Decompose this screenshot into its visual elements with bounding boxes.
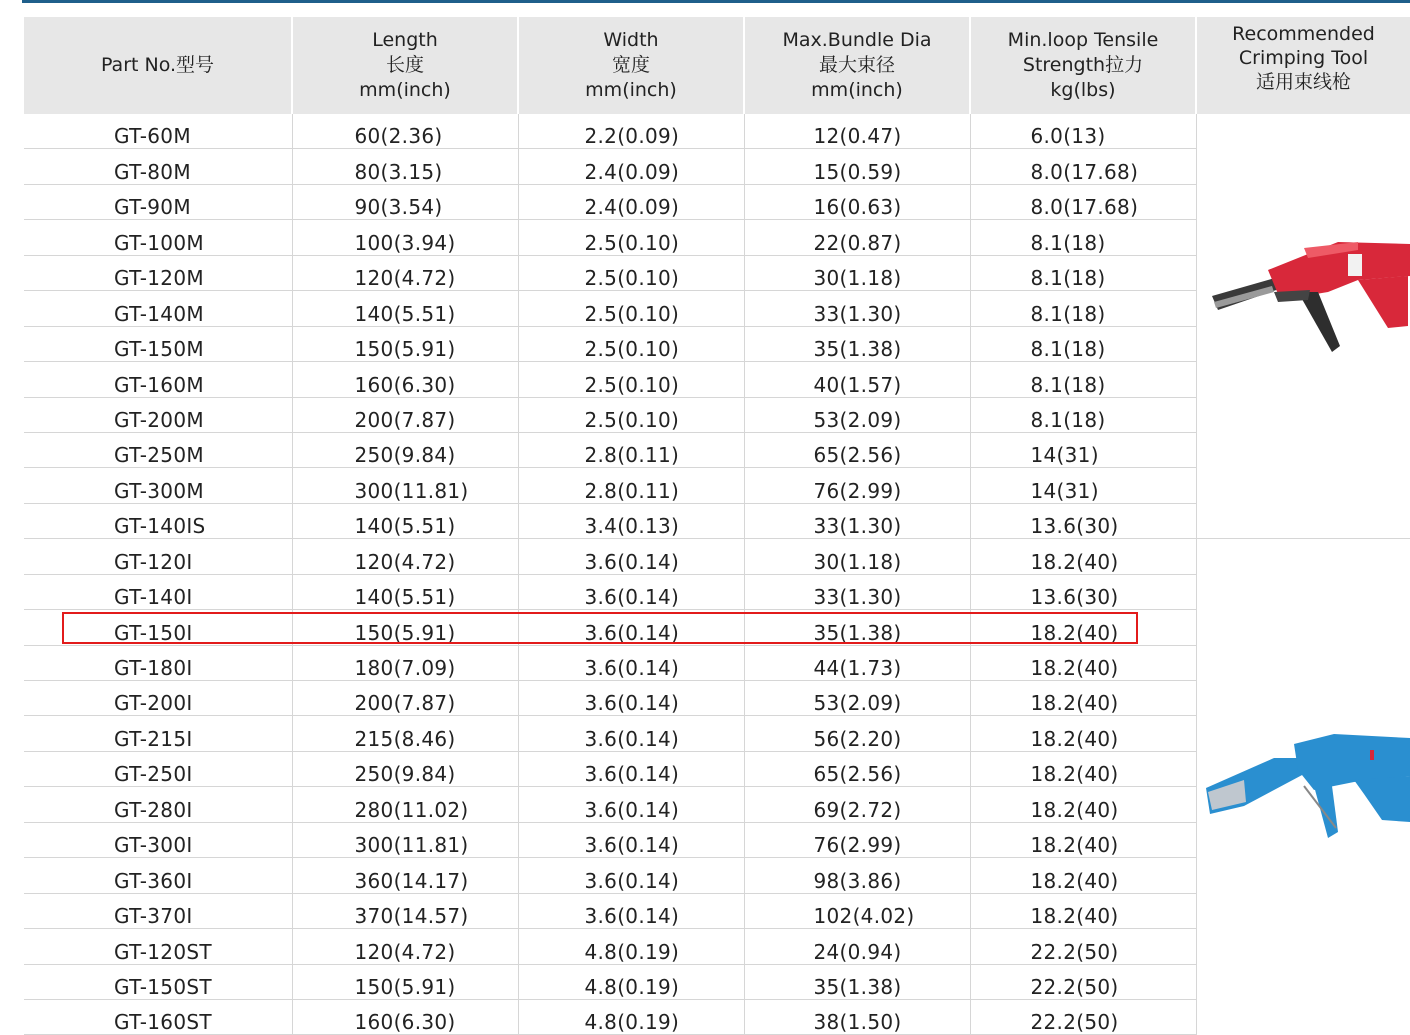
width-cell: 3.6(0.14) [518, 751, 744, 786]
bundle-dia-cell: 65(2.56) [744, 432, 970, 467]
part-no-cell: GT-140M [24, 291, 292, 326]
width-cell: 2.5(0.10) [518, 220, 744, 255]
length-cell: 90(3.54) [292, 184, 518, 219]
red-crimping-tool-image [1208, 236, 1410, 358]
bundle-dia-cell: 35(1.38) [744, 326, 970, 361]
blue-crimping-tool-image [1204, 730, 1410, 842]
part-no-cell: GT-180I [24, 645, 292, 680]
bundle-dia-cell: 30(1.18) [744, 539, 970, 574]
part-no-cell: GT-60M [24, 114, 292, 149]
header-row [24, 17, 1410, 114]
table-row [24, 539, 1410, 574]
part-no-cell: GT-300I [24, 822, 292, 857]
length-cell: 300(11.81) [292, 822, 518, 857]
part-no-cell: GT-120M [24, 255, 292, 290]
part-no-cell: GT-160M [24, 362, 292, 397]
length-cell: 120(4.72) [292, 255, 518, 290]
part-no-cell: GT-150ST [24, 964, 292, 999]
length-cell: 80(3.15) [292, 149, 518, 184]
bundle-dia-cell: 102(4.02) [744, 893, 970, 928]
tensile-cell: 8.1(18) [970, 397, 1196, 432]
length-cell: 150(5.91) [292, 326, 518, 361]
length-cell: 280(11.02) [292, 787, 518, 822]
part-no-cell: GT-140I [24, 574, 292, 609]
part-no-cell: GT-250M [24, 432, 292, 467]
tensile-cell: 8.1(18) [970, 291, 1196, 326]
length-cell: 150(5.91) [292, 610, 518, 645]
part-no-cell: GT-280I [24, 787, 292, 822]
width-cell: 2.5(0.10) [518, 326, 744, 361]
tensile-cell: 8.0(17.68) [970, 149, 1196, 184]
part-no-cell: GT-200M [24, 397, 292, 432]
part-no-cell: GT-100M [24, 220, 292, 255]
width-cell: 2.8(0.11) [518, 432, 744, 467]
width-cell: 4.8(0.19) [518, 999, 744, 1034]
width-cell: 3.6(0.14) [518, 610, 744, 645]
part-no-cell: GT-215I [24, 716, 292, 751]
width-cell: 3.6(0.14) [518, 645, 744, 680]
width-cell: 3.6(0.14) [518, 858, 744, 893]
length-cell: 300(11.81) [292, 468, 518, 503]
part-no-cell: GT-250I [24, 751, 292, 786]
length-cell: 150(5.91) [292, 964, 518, 999]
width-cell: 2.2(0.09) [518, 114, 744, 149]
tensile-cell: 18.2(40) [970, 681, 1196, 716]
width-cell: 3.6(0.14) [518, 893, 744, 928]
tensile-cell: 14(31) [970, 468, 1196, 503]
width-cell: 2.4(0.09) [518, 149, 744, 184]
cable-tie-spec-table [24, 17, 1410, 1035]
part-no-cell: GT-90M [24, 184, 292, 219]
bundle-dia-cell: 65(2.56) [744, 751, 970, 786]
width-cell: 3.6(0.14) [518, 574, 744, 609]
length-cell: 140(5.51) [292, 291, 518, 326]
tensile-cell: 22.2(50) [970, 929, 1196, 964]
bundle-dia-cell: 35(1.38) [744, 610, 970, 645]
length-cell: 250(9.84) [292, 432, 518, 467]
width-cell: 3.6(0.14) [518, 716, 744, 751]
bundle-dia-cell: 98(3.86) [744, 858, 970, 893]
length-cell: 120(4.72) [292, 929, 518, 964]
part-no-cell: GT-120I [24, 539, 292, 574]
bundle-dia-cell: 35(1.38) [744, 964, 970, 999]
tensile-cell: 18.2(40) [970, 822, 1196, 857]
header-tensile: Min.loop Tensile Strength拉力 kg(lbs) [970, 17, 1196, 114]
width-cell: 3.6(0.14) [518, 822, 744, 857]
length-cell: 200(7.87) [292, 397, 518, 432]
bundle-dia-cell: 22(0.87) [744, 220, 970, 255]
bundle-dia-cell: 33(1.30) [744, 503, 970, 538]
tensile-cell: 22.2(50) [970, 964, 1196, 999]
length-cell: 370(14.57) [292, 893, 518, 928]
tensile-cell: 8.1(18) [970, 255, 1196, 290]
width-cell: 2.5(0.10) [518, 397, 744, 432]
bundle-dia-cell: 44(1.73) [744, 645, 970, 680]
part-no-cell: GT-140IS [24, 503, 292, 538]
length-cell: 60(2.36) [292, 114, 518, 149]
length-cell: 200(7.87) [292, 681, 518, 716]
width-cell: 3.6(0.14) [518, 539, 744, 574]
width-cell: 2.5(0.10) [518, 255, 744, 290]
width-cell: 3.6(0.14) [518, 787, 744, 822]
width-cell: 2.8(0.11) [518, 468, 744, 503]
tensile-cell: 13.6(30) [970, 503, 1196, 538]
length-cell: 140(5.51) [292, 503, 518, 538]
tensile-cell: 18.2(40) [970, 893, 1196, 928]
width-cell: 3.6(0.14) [518, 681, 744, 716]
bundle-dia-cell: 40(1.57) [744, 362, 970, 397]
tensile-cell: 18.2(40) [970, 716, 1196, 751]
bundle-dia-cell: 76(2.99) [744, 822, 970, 857]
bundle-dia-cell: 69(2.72) [744, 787, 970, 822]
width-cell: 4.8(0.19) [518, 929, 744, 964]
tensile-cell: 8.1(18) [970, 220, 1196, 255]
width-cell: 2.5(0.10) [518, 362, 744, 397]
highlight-box [62, 612, 1138, 644]
part-no-cell: GT-120ST [24, 929, 292, 964]
table-body [24, 114, 1410, 1035]
length-cell: 250(9.84) [292, 751, 518, 786]
tensile-cell: 8.1(18) [970, 326, 1196, 361]
width-cell: 2.5(0.10) [518, 291, 744, 326]
header-length: Length 长度 mm(inch) [292, 17, 518, 114]
bundle-dia-cell: 12(0.47) [744, 114, 970, 149]
bundle-dia-cell: 30(1.18) [744, 255, 970, 290]
tensile-cell: 18.2(40) [970, 858, 1196, 893]
part-no-cell: GT-150I [24, 610, 292, 645]
bundle-dia-cell: 16(0.63) [744, 184, 970, 219]
tensile-cell: 22.2(50) [970, 999, 1196, 1034]
tensile-cell: 18.2(40) [970, 787, 1196, 822]
bundle-dia-cell: 15(0.59) [744, 149, 970, 184]
bundle-dia-cell: 33(1.30) [744, 574, 970, 609]
tensile-cell: 13.6(30) [970, 574, 1196, 609]
table-row [24, 114, 1410, 149]
length-cell: 180(7.09) [292, 645, 518, 680]
part-no-cell: GT-80M [24, 149, 292, 184]
bundle-dia-cell: 53(2.09) [744, 397, 970, 432]
tensile-cell: 6.0(13) [970, 114, 1196, 149]
length-cell: 360(14.17) [292, 858, 518, 893]
top-rule [22, 0, 1410, 3]
part-no-cell: GT-160ST [24, 999, 292, 1034]
tensile-cell: 18.2(40) [970, 539, 1196, 574]
header-width: Width 宽度 mm(inch) [518, 17, 744, 114]
bundle-dia-cell: 53(2.09) [744, 681, 970, 716]
part-no-cell: GT-360I [24, 858, 292, 893]
header-bundle-dia: Max.Bundle Dia 最大束径 mm(inch) [744, 17, 970, 114]
bundle-dia-cell: 56(2.20) [744, 716, 970, 751]
bundle-dia-cell: 38(1.50) [744, 999, 970, 1034]
length-cell: 140(5.51) [292, 574, 518, 609]
length-cell: 160(6.30) [292, 362, 518, 397]
header-tool: Recommended Crimping Tool 适用束线枪 [1196, 17, 1410, 114]
tensile-cell: 8.0(17.68) [970, 184, 1196, 219]
length-cell: 120(4.72) [292, 539, 518, 574]
width-cell: 2.4(0.09) [518, 184, 744, 219]
length-cell: 215(8.46) [292, 716, 518, 751]
part-no-cell: GT-150M [24, 326, 292, 361]
bundle-dia-cell: 24(0.94) [744, 929, 970, 964]
width-cell: 4.8(0.19) [518, 964, 744, 999]
tensile-cell: 18.2(40) [970, 645, 1196, 680]
tensile-cell: 18.2(40) [970, 610, 1196, 645]
tensile-cell: 14(31) [970, 432, 1196, 467]
length-cell: 160(6.30) [292, 999, 518, 1034]
part-no-cell: GT-370I [24, 893, 292, 928]
bundle-dia-cell: 76(2.99) [744, 468, 970, 503]
width-cell: 3.4(0.13) [518, 503, 744, 538]
tensile-cell: 8.1(18) [970, 362, 1196, 397]
bundle-dia-cell: 33(1.30) [744, 291, 970, 326]
part-no-cell: GT-200I [24, 681, 292, 716]
length-cell: 100(3.94) [292, 220, 518, 255]
part-no-cell: GT-300M [24, 468, 292, 503]
tensile-cell: 18.2(40) [970, 751, 1196, 786]
header-part-no: Part No.型号 [24, 17, 292, 114]
